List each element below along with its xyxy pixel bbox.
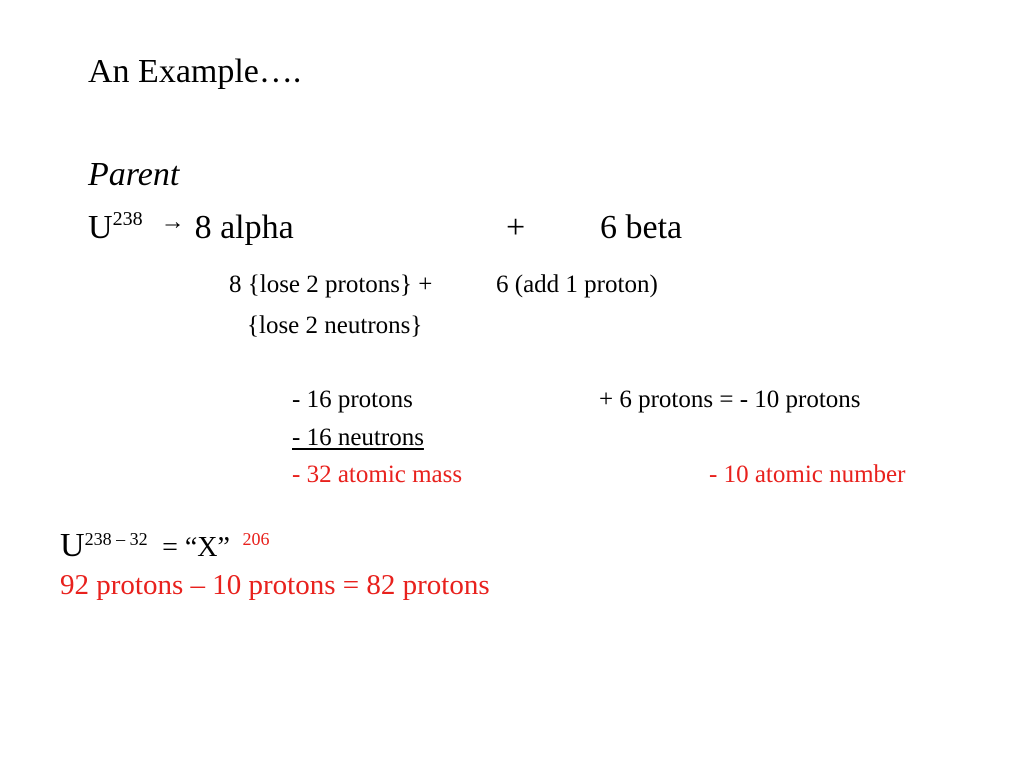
result-equals-x: = “X” <box>162 532 230 563</box>
beta-effect: 6 (add 1 proton) <box>496 271 658 298</box>
parent-label: Parent <box>88 156 180 193</box>
result-element: U <box>60 527 85 564</box>
slide-title: An Example…. <box>88 53 302 90</box>
beta-count: 6 beta <box>600 209 683 246</box>
result-protons-line: 92 protons – 10 protons = 82 protons <box>60 569 490 601</box>
protons-gained: + 6 protons = - 10 protons <box>599 386 861 413</box>
alpha-effect-protons: 8 {lose 2 protons} + <box>229 271 433 298</box>
parent-element: U <box>88 209 113 246</box>
alpha-effect-neutrons: {lose 2 neutrons} <box>247 312 423 339</box>
result-mass-expression: 238 – 32 <box>84 529 148 549</box>
result-equation <box>60 529 269 563</box>
plus-sign: + <box>506 209 526 246</box>
protons-lost: - 16 protons <box>292 386 413 413</box>
parent-mass-number: 238 <box>112 208 143 230</box>
alpha-count: 8 alpha <box>194 209 294 246</box>
atomic-number-change: - 10 atomic number <box>709 461 906 488</box>
atomic-mass-change: - 32 atomic mass <box>292 461 463 488</box>
decay-arrow-icon: → <box>160 209 185 235</box>
neutrons-lost: - 16 neutrons <box>292 424 424 451</box>
result-new-mass: 206 <box>242 529 270 549</box>
decay-equation <box>88 208 294 246</box>
